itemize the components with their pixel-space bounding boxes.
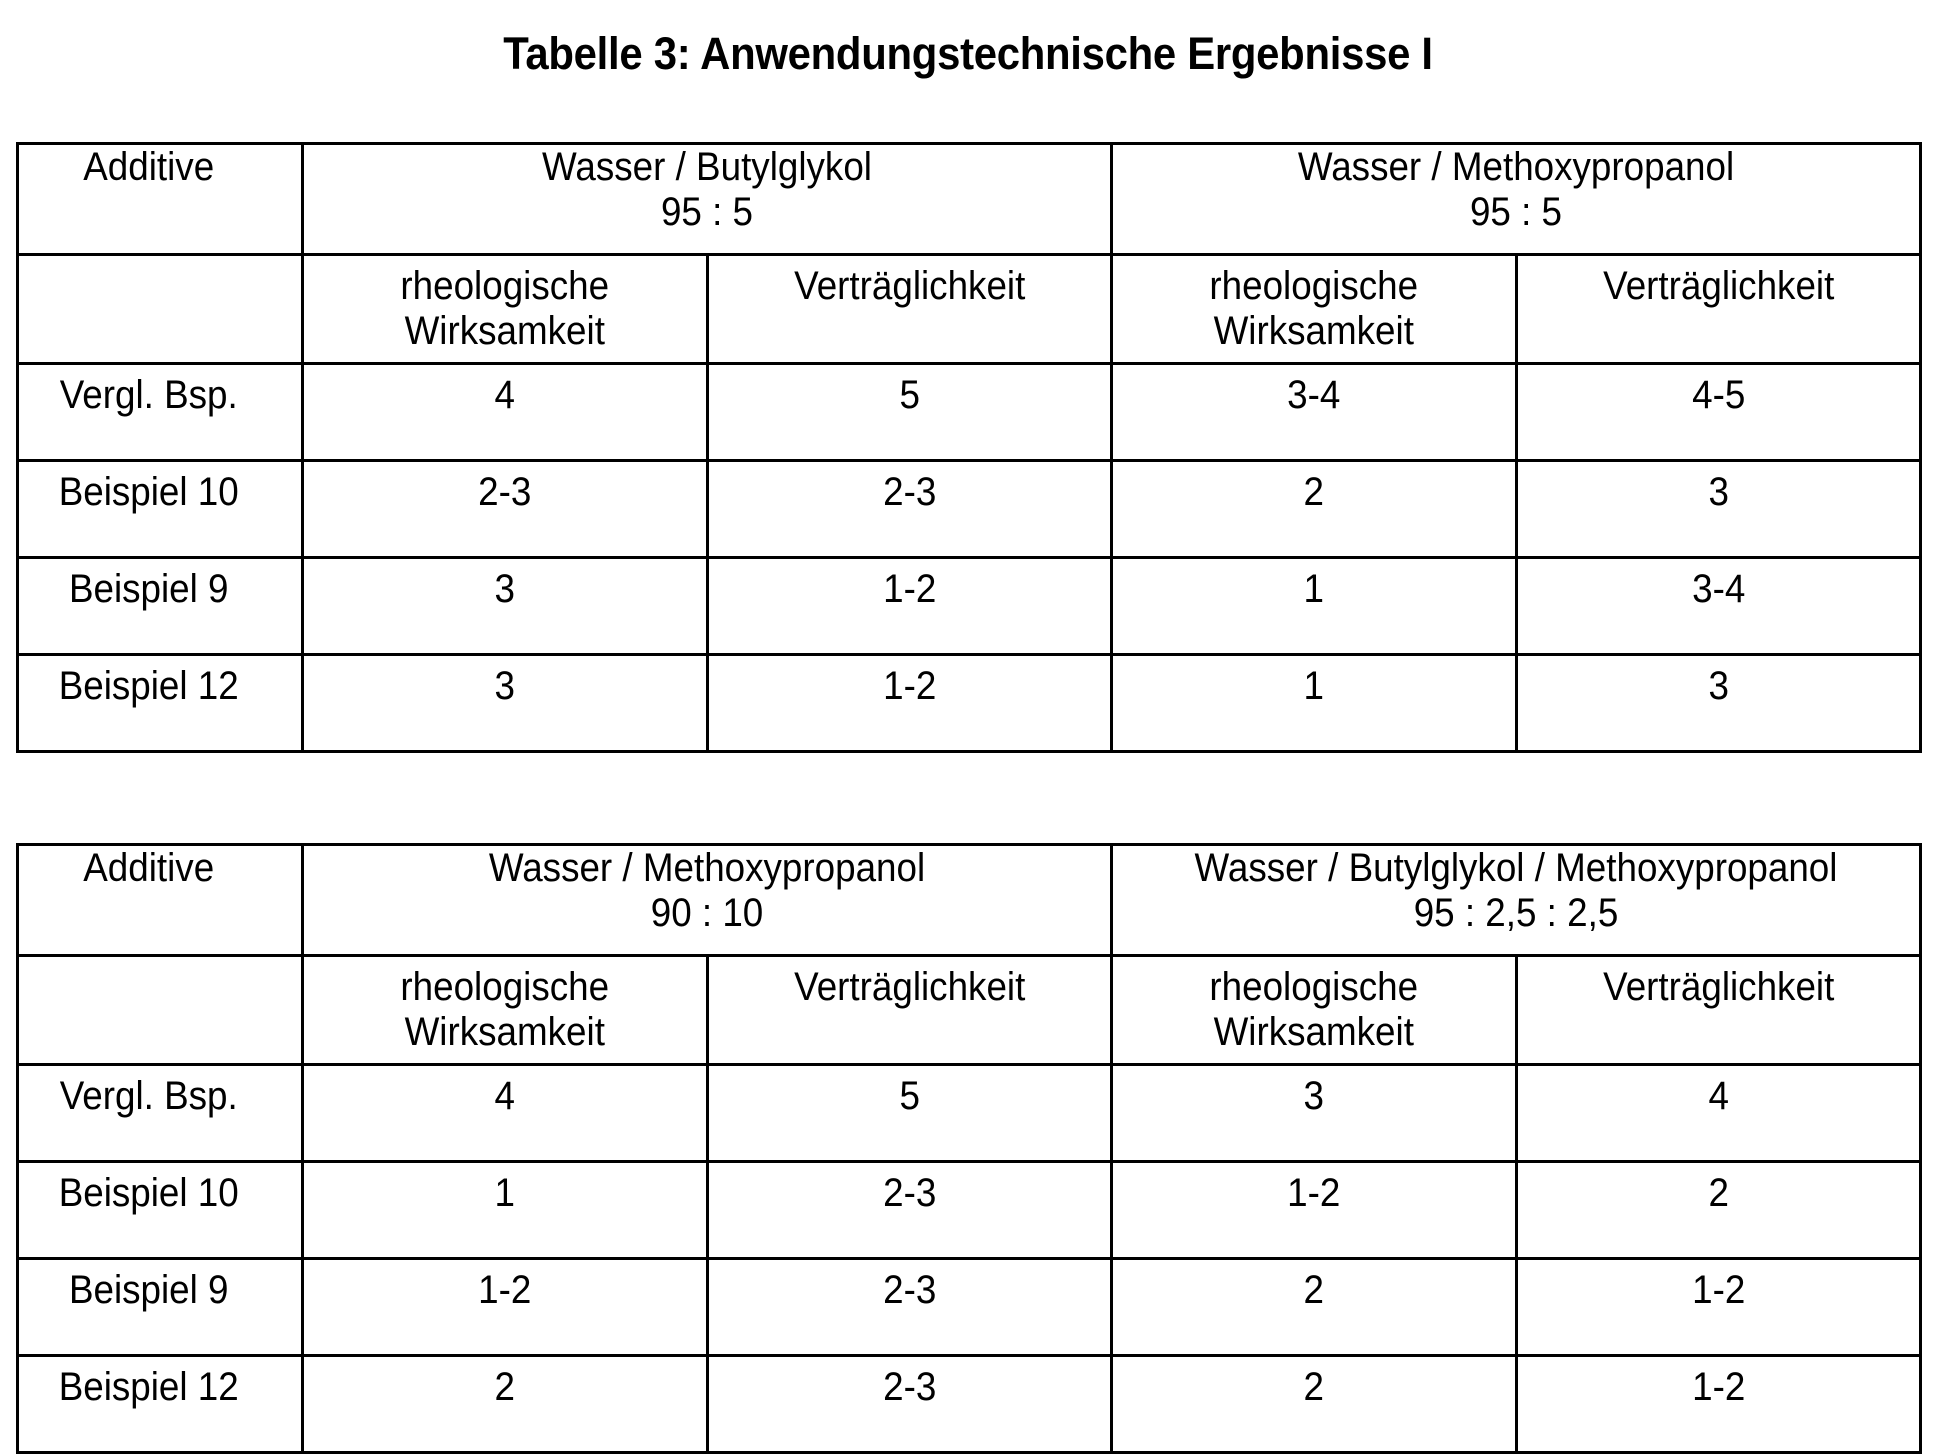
table-2-cell-3-3: 1-2 (1516, 1356, 1921, 1453)
table-2-subheader-rheologische-wirksamkeit-1: rheologische Wirksamkeit (303, 956, 708, 1065)
table-2-subheader-vertraeglichkeit-1: Verträglichkeit (707, 956, 1112, 1065)
results-table-1 (16, 142, 1922, 753)
table-2-row-1-label: Beispiel 10 (18, 1162, 303, 1259)
table-2-group-header-1: Wasser / Methoxypropanol 90 : 10 (303, 845, 1112, 956)
table-1-cell-0-1: 5 (707, 364, 1112, 461)
table-2-additive-header: Additive (18, 845, 303, 956)
table-1-group-header-2: Wasser / Methoxypropanol 95 : 5 (1112, 144, 1921, 255)
table-2-cell-1-1: 2-3 (707, 1162, 1112, 1259)
table-2-cell-2-3: 1-2 (1516, 1259, 1921, 1356)
table-1-row-3-label: Beispiel 12 (18, 655, 303, 752)
table-1-row-2-label: Beispiel 9 (18, 558, 303, 655)
table-2-subheader-blank (18, 956, 303, 1065)
table-1-group-header-row (18, 144, 1921, 255)
table-1-subheader-vertraeglichkeit-2: Verträglichkeit (1516, 255, 1921, 364)
table-1-cell-3-2: 1 (1112, 655, 1517, 752)
table-1-cell-0-0: 4 (303, 364, 708, 461)
table-1-cell-0-2: 3-4 (1112, 364, 1517, 461)
results-table-2-container (16, 843, 1922, 1454)
table-1-cell-1-1: 2-3 (707, 461, 1112, 558)
table-2-cell-0-0: 4 (303, 1065, 708, 1162)
table-2-cell-3-0: 2 (303, 1356, 708, 1453)
table-2-cell-0-1: 5 (707, 1065, 1112, 1162)
table-1-row-1-label: Beispiel 10 (18, 461, 303, 558)
table-row (18, 1356, 1921, 1453)
table-1-cell-2-2: 1 (1112, 558, 1517, 655)
table-2-cell-0-2: 3 (1112, 1065, 1517, 1162)
table-1-subheader-vertraeglichkeit-1: Verträglichkeit (707, 255, 1112, 364)
table-1-cell-1-0: 2-3 (303, 461, 708, 558)
table-2-cell-3-1: 2-3 (707, 1356, 1112, 1453)
table-2-row-2-label: Beispiel 9 (18, 1259, 303, 1356)
table-row (18, 1065, 1921, 1162)
table-2-subheader-rheologische-wirksamkeit-2: rheologische Wirksamkeit (1112, 956, 1517, 1065)
table-1-row-0-label: Vergl. Bsp. (18, 364, 303, 461)
table-1-cell-0-3: 4-5 (1516, 364, 1921, 461)
table-2-group-header-2: Wasser / Butylglykol / Methoxypropanol 95 : 2,5 : 2,5 (1112, 845, 1921, 956)
table-2-subheader-vertraeglichkeit-2: Verträglichkeit (1516, 956, 1921, 1065)
table-1-cell-1-3: 3 (1516, 461, 1921, 558)
table-2-cell-1-0: 1 (303, 1162, 708, 1259)
table-row (18, 655, 1921, 752)
table-2-cell-1-3: 2 (1516, 1162, 1921, 1259)
table-1-subheader-rheologische-wirksamkeit-1: rheologische Wirksamkeit (303, 255, 708, 364)
table-2-cell-2-0: 1-2 (303, 1259, 708, 1356)
table-row (18, 558, 1921, 655)
table-1-subheader-row (18, 255, 1921, 364)
table-2-row-0-label: Vergl. Bsp. (18, 1065, 303, 1162)
page-title: Tabelle 3: Anwendungstechnische Ergebnisse I (503, 28, 1433, 79)
table-1-subheader-rheologische-wirksamkeit-2: rheologische Wirksamkeit (1112, 255, 1517, 364)
table-1-subheader-blank (18, 255, 303, 364)
table-row (18, 1259, 1921, 1356)
table-row (18, 1162, 1921, 1259)
table-1-additive-header: Additive (18, 144, 303, 255)
table-1-cell-1-2: 2 (1112, 461, 1517, 558)
results-table-2 (16, 843, 1922, 1454)
table-row (18, 461, 1921, 558)
table-1-cell-2-3: 3-4 (1516, 558, 1921, 655)
table-2-cell-2-1: 2-3 (707, 1259, 1112, 1356)
table-1-cell-3-0: 3 (303, 655, 708, 752)
table-2-cell-3-2: 2 (1112, 1356, 1517, 1453)
table-2-cell-2-2: 2 (1112, 1259, 1517, 1356)
table-1-cell-2-1: 1-2 (707, 558, 1112, 655)
table-2-cell-1-2: 1-2 (1112, 1162, 1517, 1259)
table-2-group-header-row (18, 845, 1921, 956)
table-1-cell-3-3: 3 (1516, 655, 1921, 752)
table-2-subheader-row (18, 956, 1921, 1065)
table-2-row-3-label: Beispiel 12 (18, 1356, 303, 1453)
results-table-1-container (16, 142, 1922, 753)
table-1-cell-2-0: 3 (303, 558, 708, 655)
table-1-cell-3-1: 1-2 (707, 655, 1112, 752)
table-1-group-header-1: Wasser / Butylglykol 95 : 5 (303, 144, 1112, 255)
table-2-cell-0-3: 4 (1516, 1065, 1921, 1162)
table-row (18, 364, 1921, 461)
